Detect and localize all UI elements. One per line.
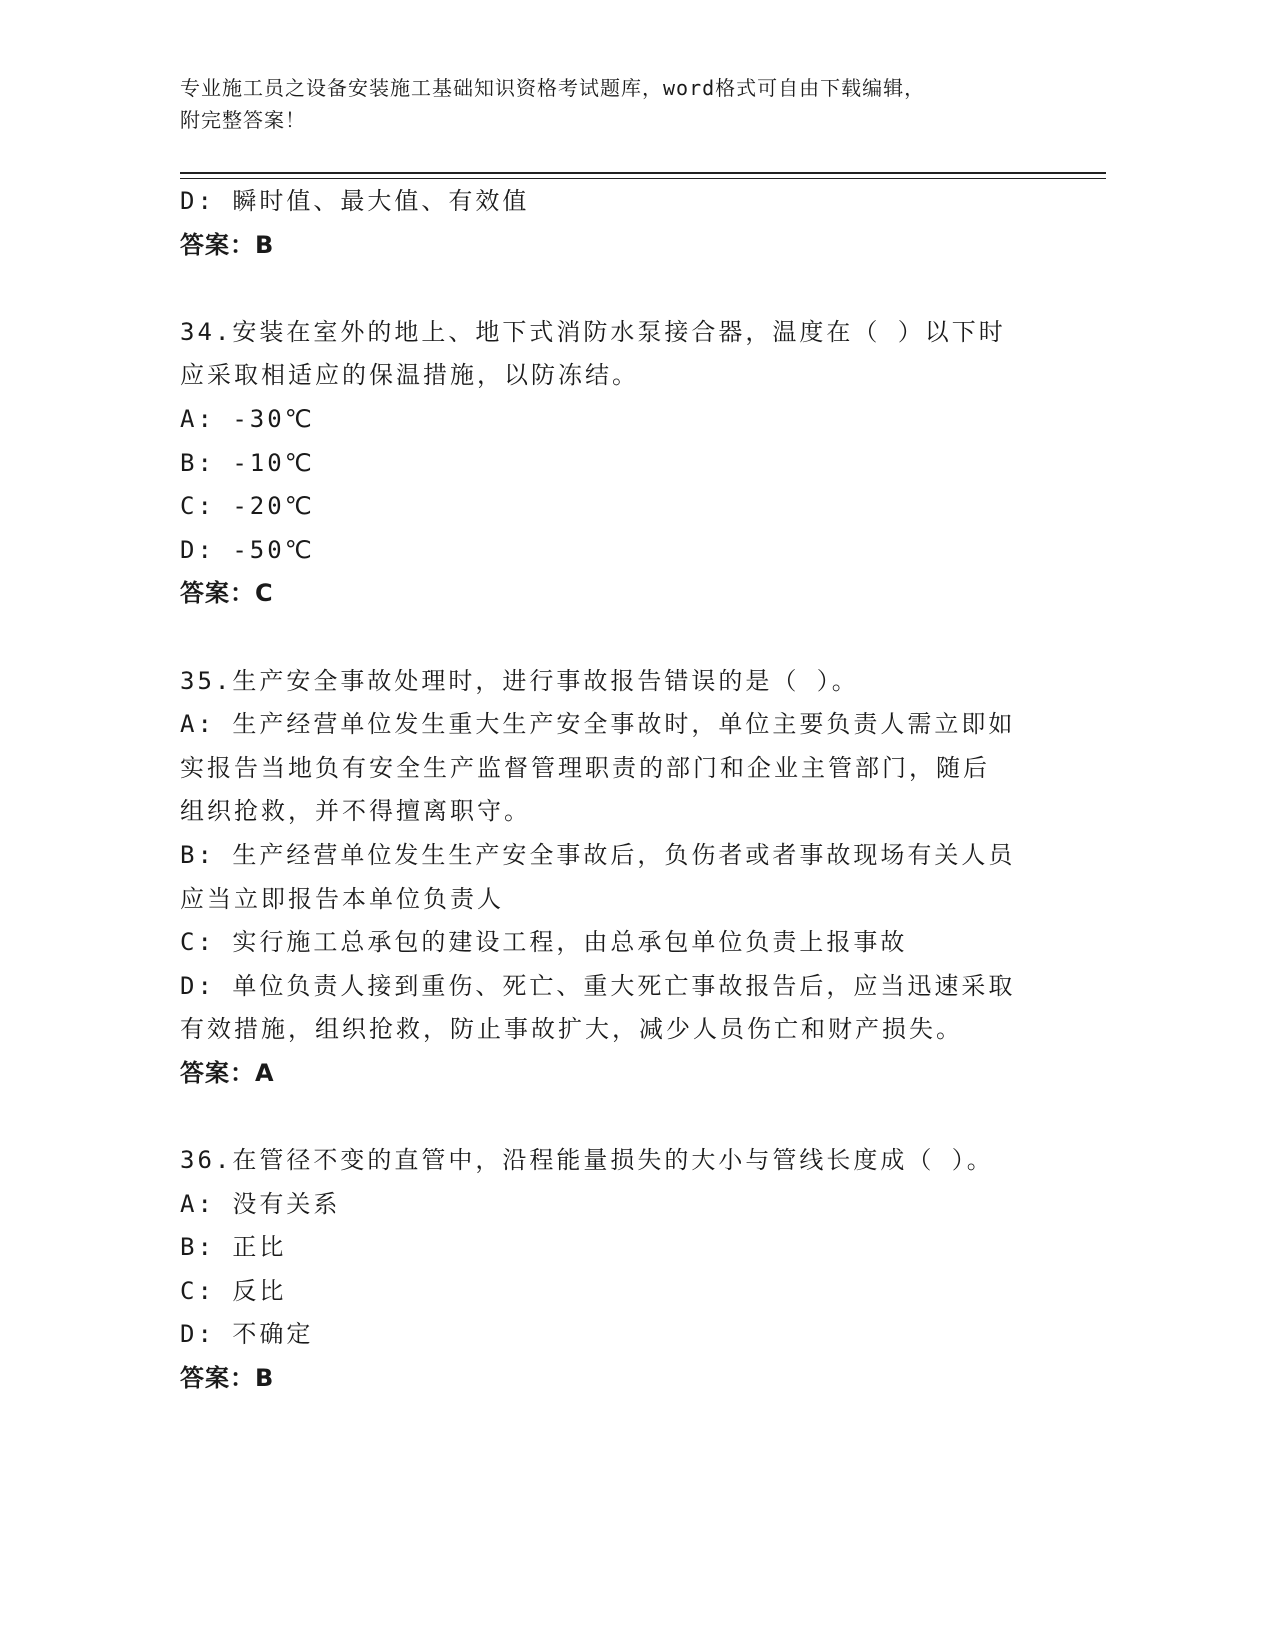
q35-option-b-line-2: 应当立即报告本单位负责人 <box>180 884 504 913</box>
question-content <box>180 180 1040 1401</box>
q35-option-b-line-1: B: 生产经营单位发生生产安全事故后，负伤者或者事故现场有关人员 <box>180 840 1016 869</box>
spacer <box>180 1095 1040 1139</box>
q33-answer: 答案：B <box>180 230 275 259</box>
spacer <box>180 267 1040 311</box>
q34-stem-line-2: 应采取相适应的保温措施，以防冻结。 <box>180 361 639 390</box>
q36-option-c: C: 反比 <box>180 1276 287 1305</box>
q34-option-d: D: -50℃ <box>180 535 315 564</box>
header-divider-thick <box>180 172 1106 174</box>
q36-option-b: B: 正比 <box>180 1233 287 1262</box>
header-line-1: 专业施工员之设备安装施工基础知识资格考试题库，word格式可自由下载编辑， <box>180 76 926 100</box>
q35-option-a-line-1: A: 生产经营单位发生重大生产安全事故时，单位主要负责人需立即如 <box>180 710 1016 739</box>
question-34 <box>180 311 1040 616</box>
q35-option-d-line-1: D: 单位负责人接到重伤、死亡、重大死亡事故报告后，应当迅速采取 <box>180 971 1016 1000</box>
q34-option-a: A: -30℃ <box>180 404 315 433</box>
q35-stem: 35.生产安全事故处理时，进行事故报告错误的是（ ）。 <box>180 666 859 695</box>
question-36 <box>180 1139 1040 1401</box>
q35-option-a-line-2: 实报告当地负有安全生产监督管理职责的部门和企业主管部门，随后 <box>180 753 990 782</box>
question-33-tail <box>180 180 1040 267</box>
q34-answer: 答案：C <box>180 579 274 608</box>
q35-answer: 答案：A <box>180 1058 275 1087</box>
q36-option-a: A: 没有关系 <box>180 1189 341 1218</box>
header-divider-thin <box>180 178 1106 179</box>
q34-option-c: C: -20℃ <box>180 492 315 521</box>
q34-option-b: B: -10℃ <box>180 448 315 477</box>
q35-option-c: C: 实行施工总承包的建设工程，由总承包单位负责上报事故 <box>180 928 908 957</box>
header-line-2: 附完整答案！ <box>180 108 306 132</box>
q36-answer: 答案：B <box>180 1364 275 1393</box>
q33-option-d: D: 瞬时值、最大值、有效值 <box>180 187 530 215</box>
document-header <box>180 72 1080 136</box>
q35-option-a-line-3: 组织抢救，并不得擅离职守。 <box>180 797 531 826</box>
q36-stem: 36.在管径不变的直管中，沿程能量损失的大小与管线长度成（ ）。 <box>180 1146 994 1175</box>
q35-option-d-line-2: 有效措施，组织抢救，防止事故扩大，减少人员伤亡和财产损失。 <box>180 1015 963 1044</box>
q36-option-d: D: 不确定 <box>180 1320 314 1349</box>
spacer <box>180 616 1040 660</box>
question-35 <box>180 660 1040 1096</box>
q34-stem-line-1: 34.安装在室外的地上、地下式消防水泵接合器，温度在（ ）以下时 <box>180 317 1006 346</box>
